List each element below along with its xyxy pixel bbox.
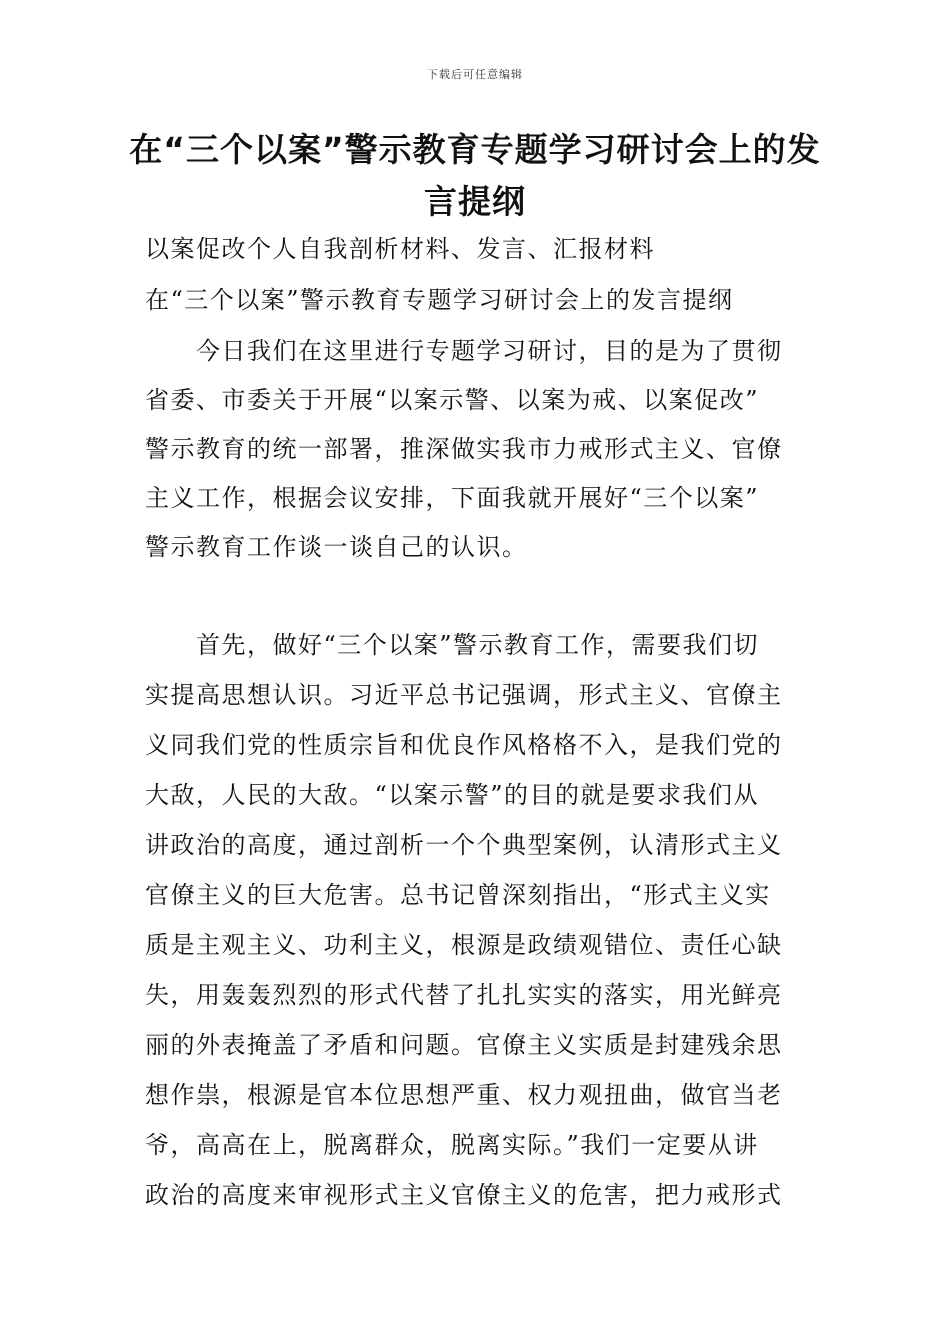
paragraph-line: 警示教育工作谈一谈自己的认识。 xyxy=(145,533,528,561)
paragraph-line: 官僚主义的巨大危害。总书记曾深刻指出，“形式主义实 xyxy=(145,881,771,909)
paragraph-line: 警示教育的统一部署，推深做实我市力戒形式主义、官僚 xyxy=(145,435,783,463)
paragraph-line: 省委、市委关于开展“以案示警、以案为戒、以案促改” xyxy=(145,386,760,414)
header-note: 下载后可任意编辑 xyxy=(427,68,523,81)
paragraph-line: 首先，做好“三个以案”警示教育工作，需要我们切 xyxy=(145,631,760,659)
subtitle-line: 以案促改个人自我剖析材料、发言、汇报材料 xyxy=(145,235,655,263)
subtitle-line: 在“三个以案”警示教育专题学习研讨会上的发言提纲 xyxy=(145,286,734,314)
paragraph-line: 想作祟，根源是官本位思想严重、权力观扭曲，做官当老 xyxy=(145,1081,783,1109)
paragraph-line: 失，用轰轰烈烈的形式代替了扎扎实实的落实，用光鲜亮 xyxy=(145,981,783,1009)
document-title: 在“三个以案”警示教育专题学习研讨会上的发言提纲 xyxy=(129,130,821,221)
paragraph-line: 讲政治的高度，通过剖析一个个典型案例，认清形式主义 xyxy=(145,831,783,859)
paragraph-line: 丽的外表掩盖了矛盾和问题。官僚主义实质是封建残余思 xyxy=(145,1031,783,1059)
paragraph-line: 爷，高高在上，脱离群众，脱离实际。”我们一定要从讲 xyxy=(145,1131,759,1159)
paragraph-line: 政治的高度来审视形式主义官僚主义的危害，把力戒形式 xyxy=(145,1181,783,1209)
paragraph-line: 质是主观主义、功利主义，根源是政绩观错位、责任心缺 xyxy=(145,931,783,959)
paragraph-line: 实提高思想认识。习近平总书记强调，形式主义、官僚主 xyxy=(145,681,783,709)
paragraph-line: 主义工作，根据会议安排，下面我就开展好“三个以案” xyxy=(145,484,760,512)
paragraph-line: 大敌，人民的大敌。“以案示警”的目的就是要求我们从 xyxy=(145,781,760,809)
paragraph-line: 义同我们党的性质宗旨和优良作风格格不入，是我们党的 xyxy=(145,731,783,759)
paragraph-line: 今日我们在这里进行专题学习研讨，目的是为了贯彻 xyxy=(145,337,783,365)
